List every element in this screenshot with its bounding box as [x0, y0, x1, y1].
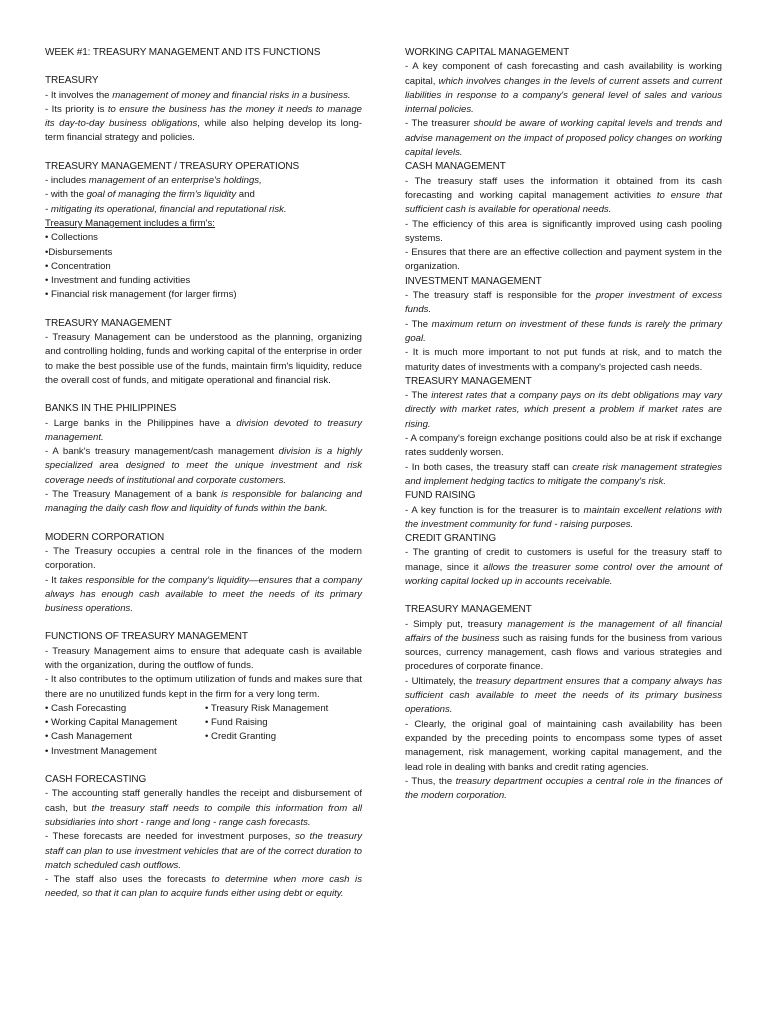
paragraph: - A key function is for the treasurer is to maintain excellent relations with the investment community for fund - raising purposes. [405, 504, 723, 530]
bullet-list [45, 702, 205, 759]
paragraph: - It involves the management of money and financial risks in a business. [45, 89, 351, 101]
paragraph: - It takes responsible for the company's liquidity—ensures that a company always has enough cash available to meet the needs of its primary business operations. [45, 574, 362, 615]
paragraph: - Thus, the treasury department occupies a central role in the finances of the modern corporation. [405, 775, 722, 802]
section-banks [45, 402, 362, 516]
list-item: • Credit Granting [205, 731, 277, 743]
left-column [45, 46, 362, 902]
section-fund-raising [405, 489, 722, 532]
section-heading: TREASURY MANAGEMENT [405, 604, 532, 616]
section-working-capital [405, 46, 722, 160]
section-heading: BANKS IN THE PHILIPPINES [45, 403, 177, 415]
paragraph: - In both cases, the treasury staff can create risk management strategies and implement hedging tactics to mitigate the company's risk. [405, 461, 722, 487]
section-heading: TREASURY [45, 75, 99, 87]
paragraph: - It is much more important to not put funds at risk, and to match the maturity dates of investments with a company's projected cash needs. [405, 347, 722, 373]
paragraph: - The accounting staff generally handles the receipt and disbursement of cash, but the treasury staff needs to compile this information from all subsidiaries into short - range and long - range cash forecasts. [45, 788, 362, 828]
section-heading: CASH MANAGEMENT [405, 161, 506, 173]
paragraph: - Its priority is to ensure the business has the money it needs to manage its day-to-day business obligations, while also helping develop its long-term financial strategy and policies. [45, 103, 363, 144]
paragraph: - mitigating its operational, financial and reputational risk. [45, 203, 287, 215]
paragraph: - The Treasury Management of a bank is responsible for balancing and managing the daily cash flow and liquidity of funds within the bank. [45, 489, 363, 515]
list-item: • Concentration [45, 260, 111, 272]
list-item: • Cash Management [45, 731, 133, 743]
paragraph: - It also contributes to the optimum utilization of funds and makes sure that there are no unutilized funds kept in the firm for a very long term. [45, 674, 362, 700]
section-heading: TREASURY MANAGEMENT / TREASURY OPERATIONS [45, 160, 300, 172]
paragraph: - A bank's treasury management/cash management division is a highly specialized area designed to meet the unique investment and risk coverage needs of institutional and corporate customers. [45, 446, 362, 486]
paragraph: - The treasurer should be aware of working capital levels and trends and advise management on the impact of proposed policy changes on working capital levels. [405, 118, 722, 159]
page-title: WEEK #1: TREASURY MANAGEMENT AND ITS FUNCTIONS [45, 47, 321, 58]
section-credit-granting [405, 532, 722, 589]
paragraph: - A company's foreign exchange positions could also be at risk if exchange rates suddenly worsen. [405, 433, 722, 459]
paragraph: - Treasury Management aims to ensure that adequate cash is available with the organization, during the outflow of funds. [45, 645, 362, 671]
list-item: • Investment Management [45, 745, 157, 757]
paragraph: - The treasury staff uses the information it obtained from its cash forecasting and working capital management activities to ensure that sufficient cash is available for operational needs. [405, 175, 722, 216]
list-item: •Disbursements [45, 246, 113, 258]
paragraph: - Large banks in the Philippines have a division devoted to treasury management. [45, 417, 362, 443]
section-treasury [45, 74, 362, 145]
section-heading: CASH FORECASTING [45, 774, 147, 786]
paragraph: - The granting of credit to customers is useful for the treasury staff to manage, since it allows the treasurer some control over the amount of working capital locked up in accounts receivable. [405, 547, 722, 587]
list-item: • Fund Raising [205, 717, 268, 729]
paragraph: - Clearly, the original goal of maintaining cash availability has been expanded by the preceding points to encompass some types of asset management, risk management, working capital management, and the lead role in dealing with banks and credit rating agencies. [405, 718, 722, 773]
section-heading: WORKING CAPITAL MANAGEMENT [405, 47, 570, 58]
paragraph: - includes management of an enterprise's holdings, [45, 175, 262, 187]
list-item: • Investment and funding activities [45, 275, 191, 287]
section-heading: FUNCTIONS OF TREASURY MANAGEMENT [45, 631, 248, 643]
section-functions [45, 630, 362, 759]
paragraph: - Simply put, treasury management is the management of all financial affairs of the business such as raising funds for the business from various sources, currency management, cash flows and various strategies and procedures of corporate finance. [405, 618, 722, 673]
paragraph: - with the goal of managing the firm's liquidity and [45, 189, 255, 201]
section-modern-corporation [45, 531, 362, 617]
list-item: • Working Capital Management [45, 717, 178, 729]
section-cash-management [405, 160, 722, 274]
section-heading: CREDIT GRANTING [405, 533, 497, 545]
list-item: • Collections [45, 232, 98, 244]
section-treasury-management-summary [405, 603, 722, 803]
paragraph: - Ultimately, the treasury department ensures that a company always has sufficient cash available to meet the needs of its primary business operations. [405, 675, 722, 716]
right-column [405, 46, 722, 803]
paragraph: - These forecasts are needed for investment purposes, so the treasury staff can plan to use investment vehicles that are of the correct duration to match scheduled cash outflows. [45, 831, 362, 871]
paragraph: - A key component of cash forecasting and cash availability is working capital, which involves changes in the levels of current assets and current liabilities in response to a company's general level of sales and various internal policies. [405, 61, 722, 116]
paragraph: - The staff also uses the forecasts to determine when more cash is needed, so that it can plan to acquire funds either using debt or equity. [45, 874, 362, 900]
paragraph: - The Treasury occupies a central role in the finances of the modern corporation. [45, 545, 362, 572]
list-item: • Financial risk management (for larger firms) [45, 289, 237, 301]
includes-label: Treasury Management includes a firm's: [45, 217, 215, 229]
paragraph: - The treasury staff is responsible for the proper investment of excess funds. [405, 290, 723, 316]
section-heading: MODERN CORPORATION [45, 531, 165, 543]
paragraph: - Treasury Management can be understood as the planning, organizing and controlling holding, funds and working capital of the enterprise in order to make the best possible use of the funds, maintain firm's liquidity, reduce the overall cost of funds, and mitigate operational and financial risk. [45, 332, 362, 386]
list-item: • Cash Forecasting [45, 702, 127, 714]
paragraph: - The maximum return on investment of these funds is rarely the primary goal. [405, 318, 722, 344]
section-heading: TREASURY MANAGEMENT [405, 375, 532, 387]
paragraph: - The efficiency of this area is significantly improved using cash pooling systems. [405, 218, 722, 244]
paragraph: - Ensures that there are an effective collection and payment system in the organization. [405, 247, 722, 273]
list-item: • Treasury Risk Management [205, 702, 329, 714]
section-treasury-management [45, 317, 362, 388]
section-treasury-operations [45, 160, 362, 303]
section-investment-management [405, 275, 722, 375]
section-heading: INVESTMENT MANAGEMENT [405, 275, 542, 287]
section-heading: TREASURY MANAGEMENT [45, 317, 172, 329]
bullet-list [45, 231, 362, 302]
section-cash-forecasting [45, 773, 362, 902]
section-treasury-management-risk [405, 375, 722, 489]
bullet-list [205, 702, 365, 759]
section-heading: FUND RAISING [405, 490, 476, 502]
functions-list [45, 702, 362, 759]
paragraph: - The interest rates that a company pays on its debt obligations may vary directly with market rates, which present a problem if market rates are rising. [405, 390, 722, 430]
